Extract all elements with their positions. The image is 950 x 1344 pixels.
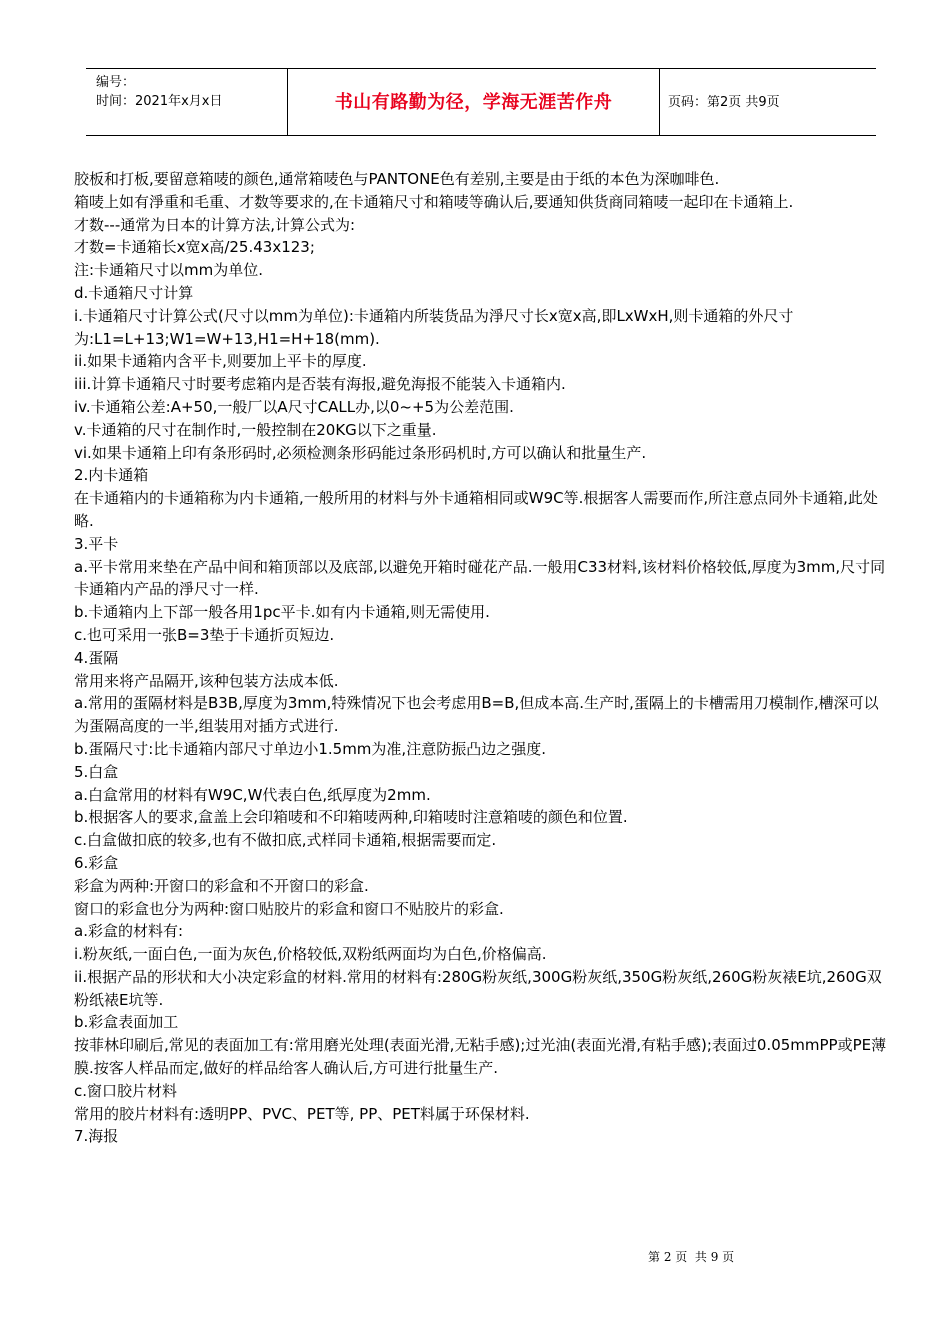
page-footer: 第 2 页 共 9 页 [648, 1250, 735, 1264]
section-heading: 4.蛋隔 [74, 648, 119, 667]
section-heading: 2.内卡通箱 [74, 466, 149, 485]
paragraph: i.粉灰纸,一面白色,一面为灰色,价格较低,双粉纸两面均为白色,价格偏高. [74, 945, 547, 964]
section-heading: 3.平卡 [74, 534, 119, 553]
section-heading: d.卡通箱尺寸计算 [74, 283, 194, 302]
paragraph: 常用来将产品隔开,该种包装方法成本低. [74, 671, 339, 690]
doc-time-label: 时间：2021年x月x日 [96, 94, 223, 109]
paragraph: a.常用的蛋隔材料是B3B,厚度为3mm,特殊情况下也会考虑用B=B,但成本高.生产时,蛋隔上的卡槽需用刀模制作,槽深可以为蛋隔高度的一半,组装用对插方式进行. [74, 694, 879, 736]
paragraph: b.卡通箱内上下部一般各用1pc平卡.如有内卡通箱,则无需使用. [74, 603, 490, 622]
paragraph: i.卡通箱尺寸计算公式(尺寸以mm为单位):卡通箱内所装货品为淨尺寸长x宽x高,即LxWxH,则卡通箱的外尺寸为:L1=L+13;W1=W+13,H1=H+18(mm). [74, 306, 794, 348]
section-heading: 5.白盒 [74, 762, 119, 781]
paragraph: a.白盒常用的材料有W9C,W代表白色,纸厚度为2mm. [74, 785, 431, 804]
paragraph: c.窗口胶片材料 [74, 1081, 178, 1100]
page-header [86, 68, 876, 136]
paragraph: 才数---通常为日本的计算方法,计算公式为: [74, 215, 356, 234]
paragraph: 按菲林印刷后,常见的表面加工有:常用磨光处理(表面光滑,无粘手感);过光油(表面光滑,有粘手感);表面过0.05mmPP或PE薄膜.按客人样品而定,做好的样品给客人确认后,方可进行批量生产. [74, 1036, 887, 1078]
paragraph: b.彩盒表面加工 [74, 1013, 179, 1032]
header-motto: 书山有路勤为径，学海无涯苦作舟 [288, 69, 660, 135]
paragraph: ii.根据产品的形状和大小决定彩盒的材料.常用的材料有:280G粉灰纸,300G粉灰纸,350G粉灰纸,260G粉灰裱E坑,260G双粉纸裱E坑等. [74, 967, 882, 1009]
paragraph: 注:卡通箱尺寸以mm为单位. [74, 261, 264, 280]
paragraph: iv.卡通箱公差:A+50,一般厂以A尺寸CALL办,以0~+5为公差范围. [74, 397, 514, 416]
header-meta [86, 69, 288, 135]
document-body [74, 168, 890, 1148]
paragraph: c.白盒做扣底的较多,也有不做扣底,式样同卡通箱,根据需要而定. [74, 831, 497, 850]
paragraph: a.平卡常用来垫在产品中间和箱顶部以及底部,以避免开箱时碰花产品.一般用C33材料,该材料价格较低,厚度为3mm,尺寸同卡通箱内产品的淨尺寸一样. [74, 557, 886, 599]
doc-number-label: 编号： [96, 75, 136, 90]
paragraph: iii.计算卡通箱尺寸时要考虑箱内是否装有海报,避免海报不能装入卡通箱内. [74, 375, 566, 394]
paragraph: 箱唛上如有淨重和毛重、才数等要求的,在卡通箱尺寸和箱唛等确认后,要通知供货商同箱唛一起印在卡通箱上. [74, 192, 794, 211]
paragraph: vi.如果卡通箱上印有条形码时,必须检测条形码能过条形码机时,方可以确认和批量生产. [74, 443, 647, 462]
paragraph: 才数=卡通箱长x宽x高/25.43x123; [74, 238, 315, 257]
header-page-info: 页码：第2页 共9页 [668, 94, 780, 110]
paragraph: 在卡通箱内的卡通箱称为内卡通箱,一般所用的材料与外卡通箱相同或W9C等.根据客人需要而作,所注意点同外卡通箱,此处略. [74, 489, 878, 530]
paragraph: 窗口的彩盒也分为两种:窗口贴胶片的彩盒和窗口不贴胶片的彩盒. [74, 899, 504, 918]
paragraph: v.卡通箱的尺寸在制作时,一般控制在20KG以下之重量. [74, 420, 437, 439]
paragraph: b.蛋隔尺寸:比卡通箱内部尺寸单边小1.5mm为准,注意防振凸边之强度. [74, 739, 546, 758]
paragraph: a.彩盒的材料有: [74, 922, 184, 941]
section-heading: 6.彩盒 [74, 853, 119, 872]
paragraph: c.也可采用一张B=3垫于卡通折页短边. [74, 625, 335, 644]
paragraph: 常用的胶片材料有:透明PP、PVC、PET等, PP、PET料属于环保材料. [74, 1104, 530, 1123]
paragraph: 胶板和打板,要留意箱唛的颜色,通常箱唛色与PANTONE色有差别,主要是由于纸的本色为深咖啡色. [74, 170, 720, 188]
section-heading: 7.海报 [74, 1127, 119, 1146]
paragraph: ii.如果卡通箱内含平卡,则要加上平卡的厚度. [74, 352, 367, 371]
paragraph: 彩盒为两种:开窗口的彩盒和不开窗口的彩盒. [74, 876, 369, 895]
paragraph: b.根据客人的要求,盒盖上会印箱唛和不印箱唛两种,印箱唛时注意箱唛的颜色和位置. [74, 808, 628, 827]
